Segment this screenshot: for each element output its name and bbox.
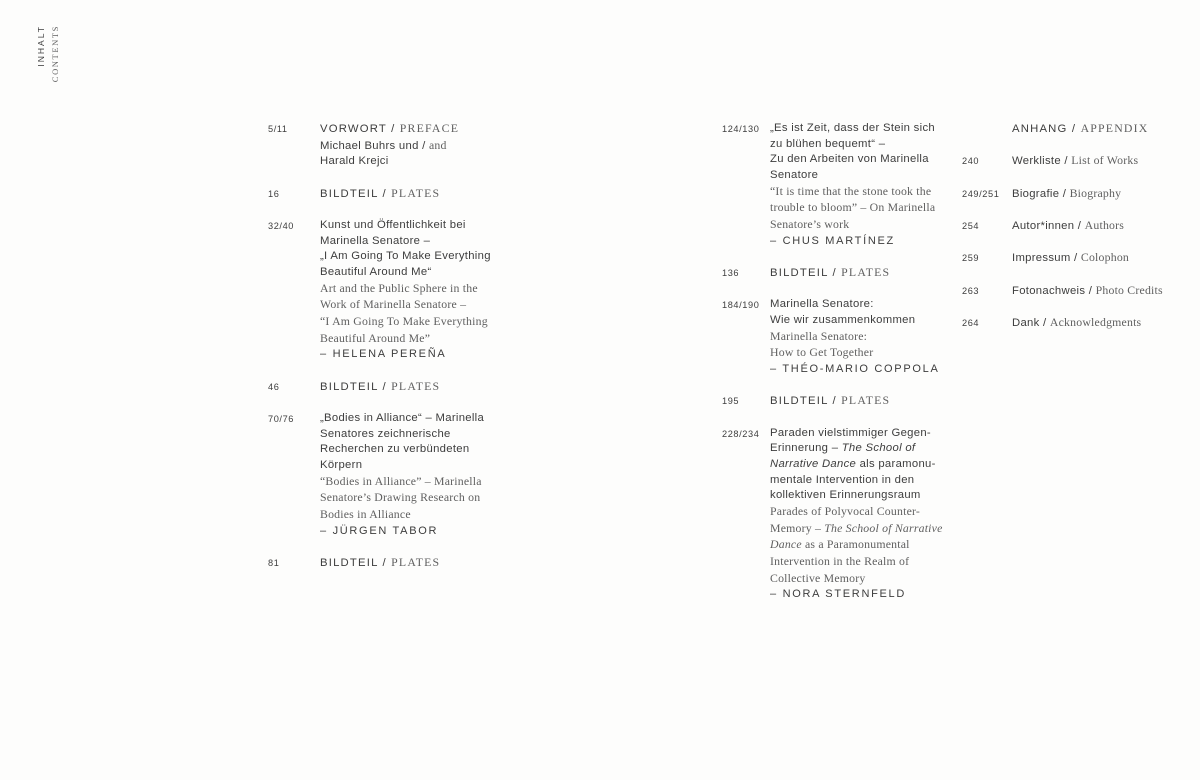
toc-line	[320, 186, 493, 203]
toc-line	[770, 537, 947, 554]
text-segment: BILDTEIL /	[320, 380, 392, 393]
toc-line	[1012, 218, 1177, 235]
text-segment: Beautiful Around Me”	[320, 330, 431, 345]
toc-line	[770, 265, 947, 282]
toc-line	[770, 329, 947, 346]
toc-entry	[962, 218, 1177, 235]
text-segment: APPENDIX	[1080, 121, 1149, 135]
toc-entry	[962, 283, 1177, 300]
text-segment: ANHANG /	[1012, 123, 1081, 135]
toc-line	[770, 426, 947, 442]
text-segment: – NORA STERNFELD	[770, 588, 907, 601]
toc-line	[1012, 121, 1177, 138]
text-segment: Recherchen zu verbündeten	[320, 443, 470, 456]
toc-column-1	[268, 121, 493, 587]
entry-text	[1012, 186, 1177, 203]
page-number: 32/40	[268, 221, 294, 231]
page-number: 195	[722, 396, 740, 407]
toc-entry	[722, 121, 947, 249]
page-number: 249/251	[962, 188, 1000, 199]
page-number: 184/190	[722, 300, 760, 311]
toc-line	[770, 473, 947, 489]
entry-text	[320, 379, 493, 396]
text-segment: The School of Narrative	[824, 520, 943, 535]
toc-line	[320, 458, 493, 474]
toc-line	[770, 217, 947, 234]
toc-entry	[722, 426, 947, 603]
entry-text	[1012, 283, 1177, 300]
text-segment: Senatore’s work	[770, 217, 850, 232]
toc-line	[770, 313, 947, 329]
toc-line	[1012, 250, 1177, 267]
toc-line	[320, 442, 493, 458]
page-number: 263	[962, 285, 980, 296]
text-segment: Harald Krejci	[320, 155, 389, 168]
toc-line	[770, 521, 947, 538]
text-segment: – JÜRGEN TABOR	[320, 524, 439, 537]
text-segment: “I Am Going To Make Everything	[320, 314, 488, 329]
text-segment: – CHUS MARTÍNEZ	[770, 234, 895, 247]
text-segment: Marinella Senatore:	[770, 328, 868, 343]
page-number: 70/76	[268, 414, 294, 425]
toc-line	[770, 200, 947, 217]
toc-line	[320, 474, 493, 491]
text-segment: How to Get Together	[770, 345, 874, 360]
toc-line	[770, 441, 947, 457]
text-segment: Acknowledgments	[1049, 314, 1142, 329]
text-segment: “Bodies in Alliance” – Marinella	[320, 473, 482, 488]
text-segment: zu blühen bequemt“ –	[770, 137, 886, 150]
toc-entry	[268, 411, 493, 539]
text-segment: Dank /	[1012, 316, 1050, 329]
toc-line	[770, 554, 947, 571]
entry-text	[770, 297, 947, 377]
toc-line	[770, 571, 947, 588]
toc-line	[770, 234, 947, 250]
text-segment: PREFACE	[399, 121, 460, 135]
toc-line	[320, 297, 493, 314]
toc-line	[1012, 315, 1177, 332]
text-segment: Senatore’s Drawing Research on	[320, 490, 481, 505]
entry-text	[320, 218, 493, 363]
toc-entry	[268, 186, 493, 203]
toc-line	[770, 184, 947, 201]
text-segment: BILDTEIL /	[770, 395, 842, 408]
text-segment: Marinella Senatore –	[320, 234, 431, 247]
text-segment: Körpern	[320, 459, 363, 472]
text-segment: – THÉO-MARIO COPPOLA	[770, 363, 940, 376]
entry-text	[1012, 153, 1177, 170]
text-segment: Impressum /	[1012, 252, 1081, 265]
text-segment: „Es ist Zeit, dass der Stein sich	[770, 122, 935, 134]
toc-entry	[962, 153, 1177, 170]
page-number: 264	[962, 317, 980, 328]
entry-text	[770, 121, 947, 249]
text-segment: Narrative Dance	[770, 458, 857, 471]
toc-entry	[268, 555, 493, 572]
toc-line	[320, 347, 493, 363]
text-segment: Erinnerung –	[770, 442, 842, 455]
toc-entry	[722, 393, 947, 410]
toc-line	[320, 555, 493, 572]
toc-line	[770, 457, 947, 473]
toc-column-2	[722, 121, 947, 619]
toc-line	[320, 218, 493, 234]
toc-entry	[962, 121, 1177, 138]
toc-line	[320, 490, 493, 507]
text-segment: PLATES	[841, 265, 891, 280]
text-segment: Senatore	[770, 169, 819, 182]
page-number: 259	[962, 253, 980, 264]
entry-text	[770, 393, 947, 410]
margin-tab-inhalt: INHALT	[36, 25, 46, 67]
text-segment: Photo Credits	[1095, 282, 1163, 297]
page-number: 136	[722, 268, 740, 279]
text-segment: List of Works	[1071, 153, 1139, 168]
entry-text	[770, 426, 947, 603]
toc-line	[770, 137, 947, 153]
text-segment: Biografie /	[1012, 187, 1070, 200]
toc-line	[770, 587, 947, 603]
text-segment: Art and the Public Sphere in the	[320, 280, 478, 295]
page-number: 254	[962, 220, 980, 231]
text-segment: mentale Intervention in den	[770, 473, 915, 486]
toc-entry	[962, 186, 1177, 203]
text-segment: PLATES	[391, 555, 441, 570]
toc-entry	[962, 315, 1177, 332]
text-segment: Colophon	[1080, 250, 1130, 265]
text-segment: Parades of Polyvocal Counter-	[770, 504, 921, 519]
text-segment: Fotonachweis /	[1012, 284, 1096, 297]
text-segment: Memory –	[770, 520, 825, 535]
toc-line	[320, 249, 493, 265]
text-segment: Kunst und Öffentlichkeit bei	[320, 219, 466, 231]
text-segment: BILDTEIL /	[770, 267, 842, 280]
text-segment: Paraden vielstimmiger Gegen-	[770, 426, 931, 439]
toc-line	[770, 504, 947, 521]
toc-line	[1012, 153, 1177, 170]
toc-line	[770, 168, 947, 184]
text-segment: Biography	[1069, 185, 1122, 200]
text-segment: „I Am Going To Make Everything	[320, 250, 491, 263]
toc-line	[320, 138, 493, 155]
text-segment: Wie wir zusammenkommen	[770, 314, 916, 327]
text-segment: PLATES	[391, 378, 441, 393]
margin-tab	[36, 25, 60, 82]
text-segment: as a Paramonumental	[801, 537, 910, 552]
entry-text	[1012, 315, 1177, 332]
text-segment: Dance	[770, 537, 802, 552]
page-number: 81	[268, 558, 280, 569]
toc-line	[770, 362, 947, 378]
text-segment: als paramonu-	[856, 458, 936, 471]
text-segment: trouble to bloom” – On Marinella	[770, 200, 936, 215]
text-segment: Intervention in the Realm of	[770, 554, 910, 569]
text-segment: and	[428, 137, 447, 152]
entry-text	[320, 411, 493, 539]
toc-line	[770, 345, 947, 362]
entry-text	[1012, 218, 1177, 235]
text-segment: VORWORT /	[320, 123, 400, 135]
text-segment: Collective Memory	[770, 570, 866, 585]
toc-line	[320, 427, 493, 443]
page-number: 16	[268, 188, 280, 199]
toc-entry	[268, 218, 493, 363]
text-segment: Zu den Arbeiten von Marinella	[770, 153, 929, 166]
toc-line	[320, 379, 493, 396]
text-segment: “It is time that the stone took the	[770, 183, 932, 198]
toc-line	[770, 393, 947, 410]
toc-column-3	[962, 121, 1177, 347]
page-number: 228/234	[722, 428, 760, 439]
text-segment: Marinella Senatore:	[770, 298, 874, 311]
toc-line	[320, 507, 493, 524]
toc-line	[320, 265, 493, 281]
toc-line	[770, 297, 947, 313]
text-segment: – HELENA PEREÑA	[320, 348, 447, 361]
toc-entry	[268, 379, 493, 396]
text-segment: „Bodies in Alliance“ – Marinella	[320, 412, 485, 425]
text-segment: The School of	[841, 442, 916, 455]
text-segment: Senatores zeichnerische	[320, 427, 451, 440]
toc-line	[770, 488, 947, 504]
entry-text	[320, 186, 493, 203]
page-number: 5/11	[268, 124, 288, 134]
text-segment: PLATES	[391, 185, 441, 200]
entry-text	[770, 265, 947, 282]
toc-line	[320, 411, 493, 427]
entry-text	[320, 555, 493, 572]
toc-line	[320, 281, 493, 298]
toc-line	[320, 314, 493, 331]
entry-text	[1012, 250, 1177, 267]
toc-line	[1012, 283, 1177, 300]
text-segment: kollektiven Erinnerungsraum	[770, 489, 921, 502]
margin-tab-contents: CONTENTS	[50, 25, 60, 83]
text-segment: Authors	[1084, 217, 1125, 232]
page-number: 240	[962, 156, 980, 167]
text-segment: Autor*innen /	[1012, 219, 1085, 232]
text-segment: Work of Marinella Senatore –	[320, 297, 467, 312]
text-segment: BILDTEIL /	[320, 557, 392, 570]
toc-entry	[722, 297, 947, 377]
toc-entry	[268, 121, 493, 170]
text-segment: Bodies in Alliance	[320, 507, 411, 522]
entry-text	[320, 121, 493, 170]
toc-line	[770, 121, 947, 137]
toc-line	[320, 234, 493, 250]
page-number: 46	[268, 381, 280, 392]
text-segment: BILDTEIL /	[320, 187, 392, 200]
toc-line	[320, 331, 493, 348]
toc-line	[770, 152, 947, 168]
page-number	[962, 121, 1012, 138]
page-number: 124/130	[722, 124, 760, 134]
text-segment: PLATES	[841, 393, 891, 408]
text-segment: Beautiful Around Me“	[320, 266, 432, 279]
entry-text	[1012, 121, 1177, 138]
toc-line	[320, 524, 493, 540]
toc-line	[1012, 186, 1177, 203]
text-segment: Werkliste /	[1012, 155, 1072, 168]
text-segment: Michael Buhrs und /	[320, 139, 429, 152]
toc-line	[320, 121, 493, 138]
toc-entry	[722, 265, 947, 282]
toc-entry	[962, 250, 1177, 267]
toc-line	[320, 154, 493, 170]
